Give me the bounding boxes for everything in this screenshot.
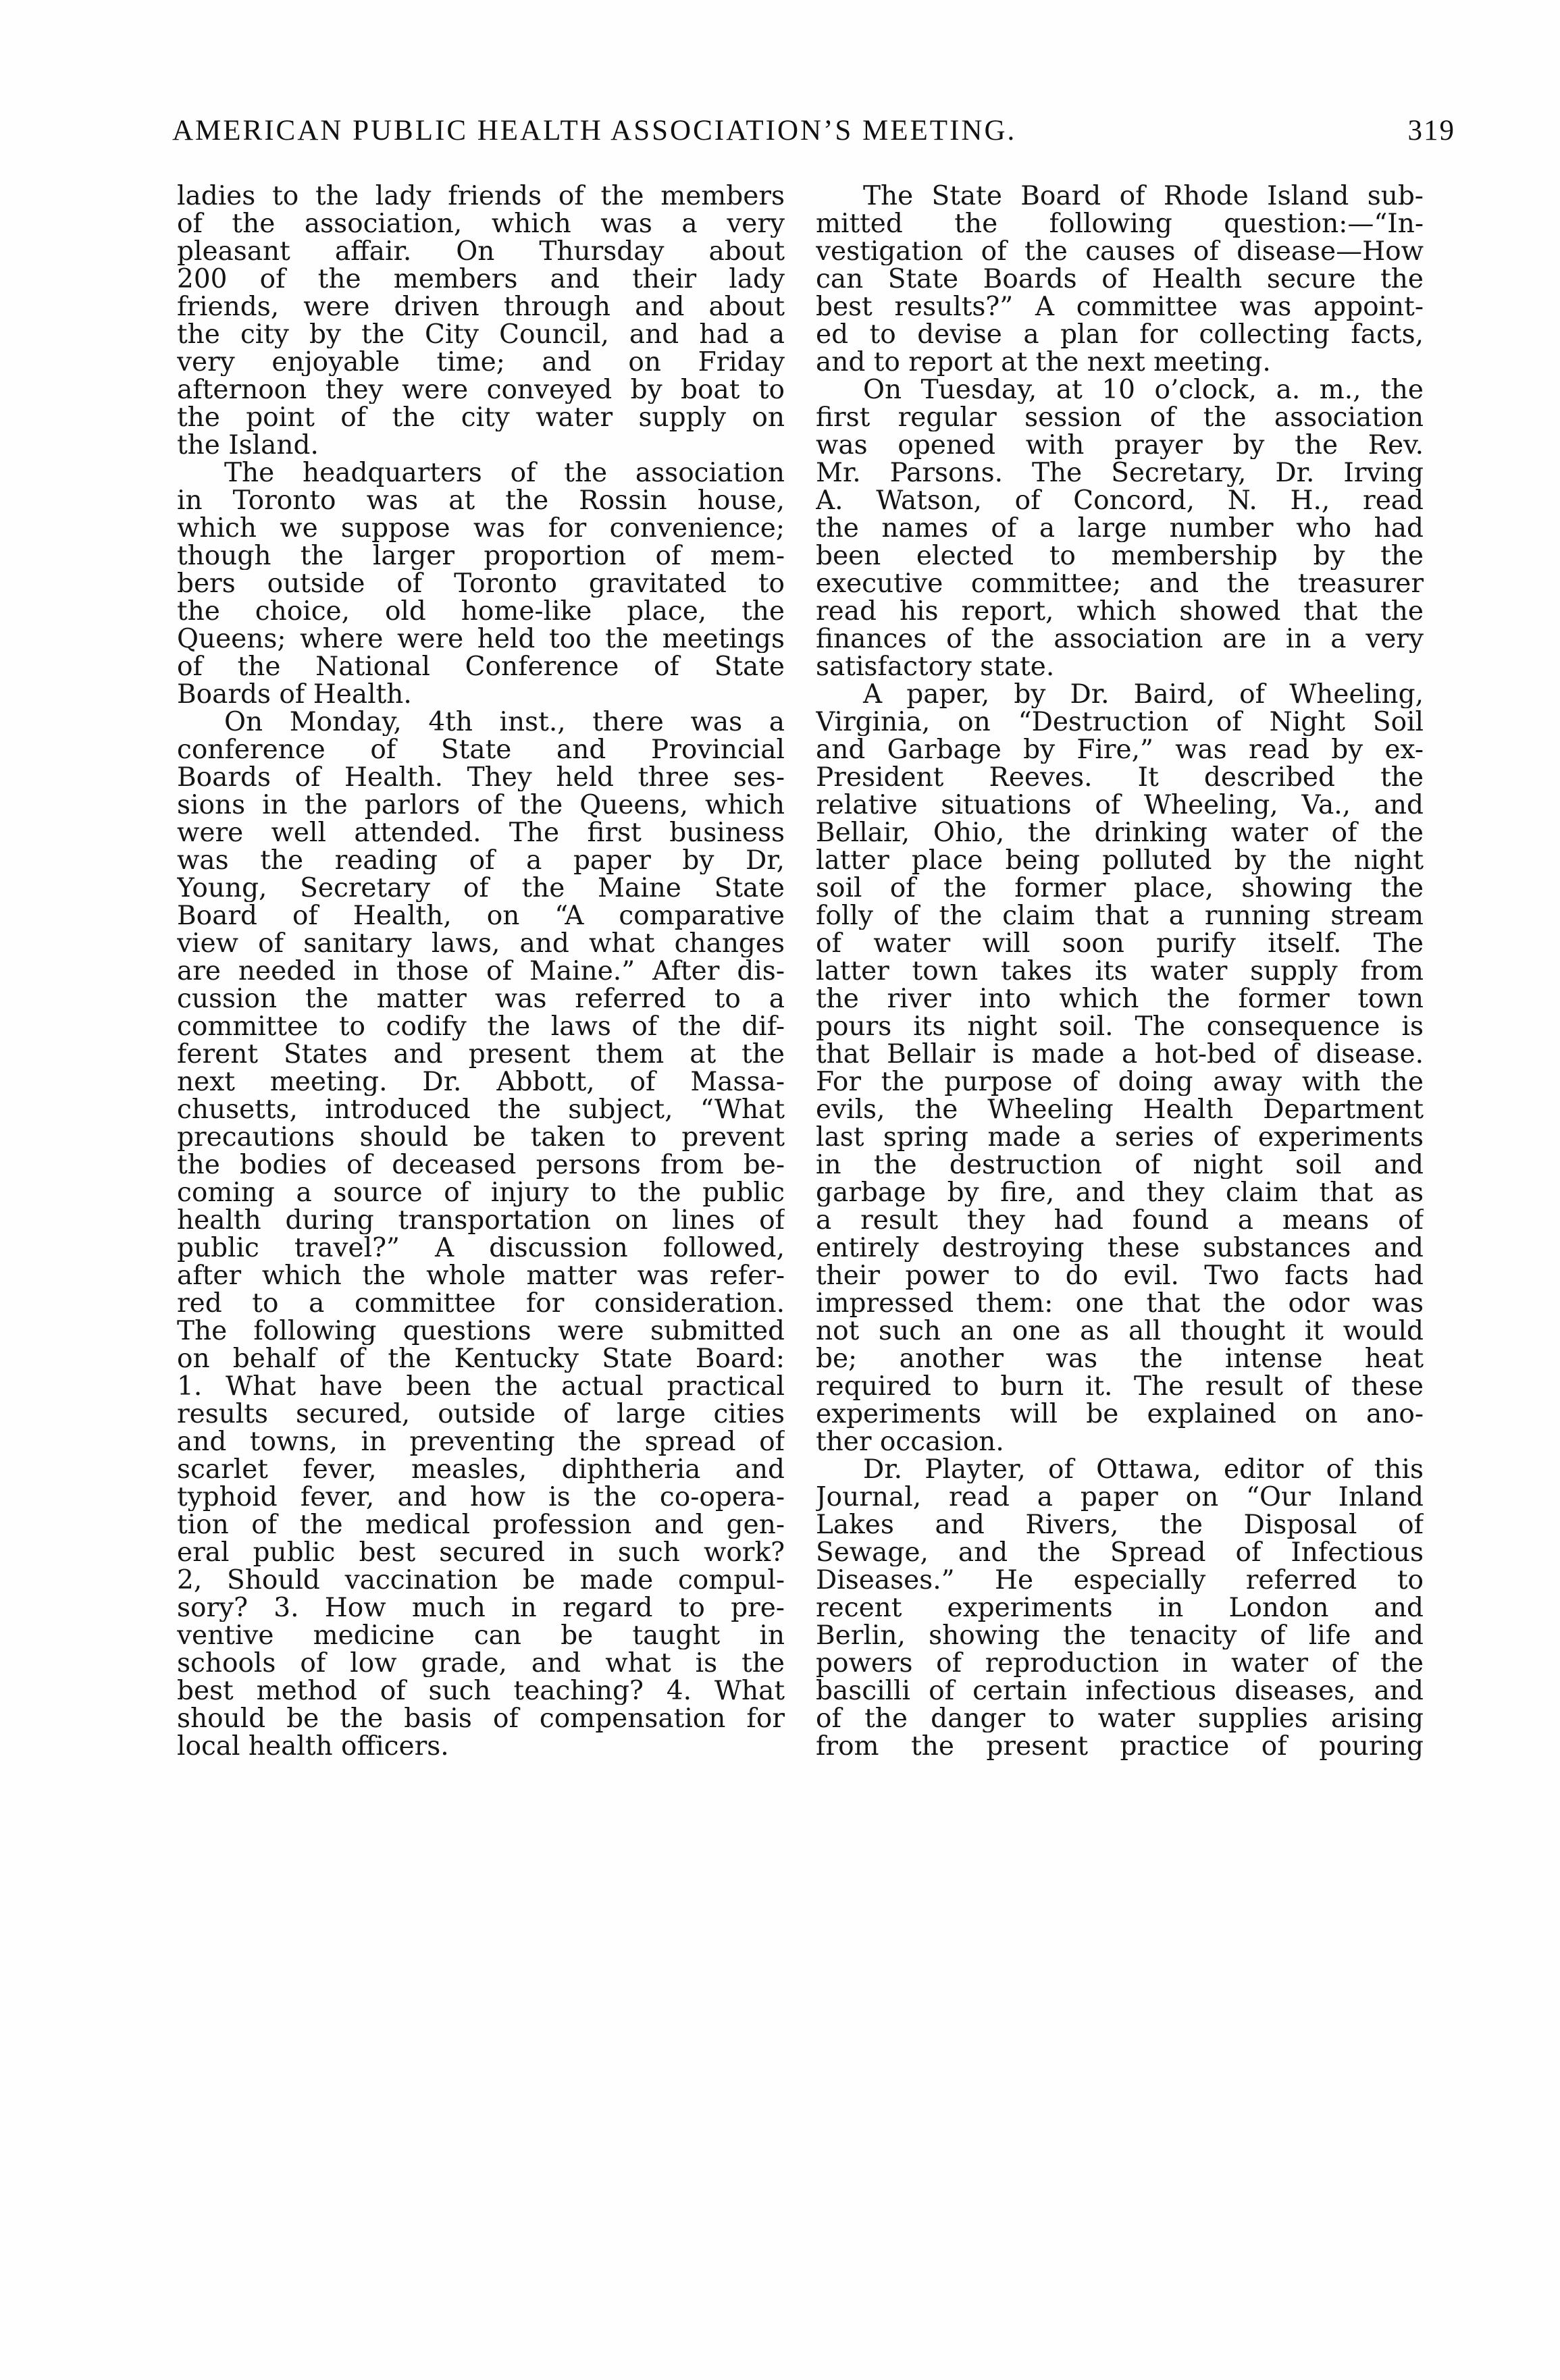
text-line: Young, Secretary of the Maine State: [177, 874, 785, 902]
text-line: of the danger to water supplies arising: [816, 1705, 1424, 1733]
text-line: Boards of Health.: [177, 681, 412, 708]
text-line: the Island.: [177, 431, 319, 459]
text-line: of the association, which was a very: [177, 210, 785, 238]
text-line: 200 of the members and their lady: [177, 265, 785, 293]
text-line: bascilli of certain infectious diseases, and: [816, 1677, 1424, 1705]
text-line: pours its night soil. The consequence is: [816, 1013, 1424, 1040]
text-line: view of sanitary laws, and what changes: [177, 930, 785, 957]
text-line: A paper, by Dr. Baird, of Wheeling,: [863, 681, 1424, 708]
text-line: recent experiments in London and: [816, 1594, 1424, 1622]
text-line: On Monday, 4th inst., there was a: [224, 708, 785, 736]
text-line: from the present practice of pouring: [816, 1733, 1424, 1760]
text-line: evils, the Wheeling Health Department: [816, 1096, 1424, 1123]
text-line: required to burn it. The result of these: [816, 1373, 1424, 1400]
text-line: health during transportation on lines of: [177, 1207, 785, 1234]
text-line: their power to do evil. Two facts had: [816, 1262, 1424, 1290]
text-line: garbage by fire, and they claim that as: [816, 1179, 1424, 1207]
text-line: tion of the medical profession and gen-: [177, 1511, 785, 1539]
running-header: [172, 107, 1455, 154]
text-line: 1. What have been the actual practical: [177, 1373, 785, 1400]
text-line: The State Board of Rhode Island sub-: [863, 182, 1424, 210]
text-line: eral public best secured in such work?: [177, 1539, 785, 1566]
text-line: President Reeves. It described the: [816, 764, 1424, 791]
text-line: next meeting. Dr. Abbott, of Massa-: [177, 1068, 785, 1096]
text-line: in Toronto was at the Rossin house,: [177, 487, 785, 514]
text-line: friends, were driven through and about: [177, 293, 785, 321]
text-line: the river into which the former town: [816, 985, 1424, 1013]
text-line: A. Watson, of Concord, N. H., read: [816, 487, 1424, 514]
text-line: scarlet fever, measles, diphtheria and: [177, 1456, 785, 1483]
text-line: cussion the matter was referred to a: [177, 985, 785, 1013]
text-line: can State Boards of Health secure the: [816, 265, 1424, 293]
text-line: and to report at the next meeting.: [816, 348, 1271, 376]
text-line: was opened with prayer by the Rev.: [816, 431, 1424, 459]
text-line: coming a source of injury to the public: [177, 1179, 785, 1207]
text-line: on behalf of the Kentucky State Board:: [177, 1345, 785, 1373]
text-line: Sewage, and the Spread of Infectious: [816, 1539, 1424, 1566]
text-line: On Tuesday, at 10 o’clock, a. m., the: [863, 376, 1424, 404]
text-line: committee to codify the laws of the dif-: [177, 1013, 785, 1040]
text-line: after which the whole matter was refer-: [177, 1262, 785, 1290]
text-line: finances of the association are in a very: [816, 625, 1424, 653]
text-line: ventive medicine can be taught in: [177, 1622, 785, 1649]
text-line: Mr. Parsons. The Secretary, Dr. Irving: [816, 459, 1424, 487]
text-line: latter town takes its water supply from: [816, 957, 1424, 985]
text-line: best method of such teaching? 4. What: [177, 1677, 785, 1705]
text-line: satisfactory state.: [816, 653, 1055, 681]
text-line: schools of low grade, and what is the: [177, 1649, 785, 1677]
text-line: experiments will be explained on ano-: [816, 1400, 1424, 1428]
text-line: The headquarters of the association: [224, 459, 785, 487]
text-line: impressed them: one that the odor was: [816, 1290, 1424, 1317]
text-line: Boards of Health. They held three ses-: [177, 764, 785, 791]
text-line: were well attended. The first business: [177, 819, 785, 847]
text-line: Berlin, showing the tenacity of life and: [816, 1622, 1424, 1649]
text-line: typhoid fever, and how is the co-opera-: [177, 1483, 785, 1511]
text-line: are needed in those of Maine.” After dis-: [177, 957, 785, 985]
page-number: 319: [1407, 114, 1455, 147]
text-line: Bellair, Ohio, the drinking water of the: [816, 819, 1424, 847]
text-line: mitted the following question:—“In-: [816, 210, 1424, 238]
text-line: 2, Should vaccination be made compul-: [177, 1566, 785, 1594]
right-column: [816, 182, 1424, 1760]
text-line: precautions should be taken to prevent: [177, 1123, 785, 1151]
text-line: in the destruction of night soil and: [816, 1151, 1424, 1179]
text-line: ferent States and present them at the: [177, 1040, 785, 1068]
text-line: Dr. Playter, of Ottawa, editor of this: [863, 1456, 1424, 1483]
text-line: afternoon they were conveyed by boat to: [177, 376, 785, 404]
text-line: the names of a large number who had: [816, 514, 1424, 542]
text-line: Diseases.” He especially referred to: [816, 1566, 1424, 1594]
text-line: not such an one as all thought it would: [816, 1317, 1424, 1345]
text-line: ed to devise a plan for collecting facts,: [816, 321, 1424, 348]
text-line: For the purpose of doing away with the: [816, 1068, 1424, 1096]
text-line: should be the basis of compensation for: [177, 1705, 785, 1733]
text-line: red to a committee for consideration.: [177, 1290, 785, 1317]
text-line: relative situations of Wheeling, Va., and: [816, 791, 1424, 819]
running-title: AMERICAN PUBLIC HEALTH ASSOCIATION’S MEETING.: [172, 114, 1017, 147]
text-line: bers outside of Toronto gravitated to: [177, 570, 785, 598]
text-line: sory? 3. How much in regard to pre-: [177, 1594, 785, 1622]
text-line: first regular session of the association: [816, 404, 1424, 431]
text-line: executive committee; and the treasurer: [816, 570, 1424, 598]
text-line: chusetts, introduced the subject, “What: [177, 1096, 785, 1123]
text-line: powers of reproduction in water of the: [816, 1649, 1424, 1677]
text-line: and towns, in preventing the spread of: [177, 1428, 785, 1456]
text-line: public travel?” A discussion followed,: [177, 1234, 785, 1262]
text-line: results secured, outside of large cities: [177, 1400, 785, 1428]
text-line: ladies to the lady friends of the members: [177, 182, 785, 210]
text-line: local health officers.: [177, 1733, 449, 1760]
text-line: Board of Health, on “A comparative: [177, 902, 785, 930]
text-line: last spring made a series of experiments: [816, 1123, 1424, 1151]
text-line: been elected to membership by the: [816, 542, 1424, 570]
text-line: a result they had found a means of: [816, 1207, 1424, 1234]
text-line: best results?” A committee was appoint-: [816, 293, 1424, 321]
text-line: be; another was the intense heat: [816, 1345, 1424, 1373]
text-line: latter place being polluted by the night: [816, 847, 1424, 874]
text-line: Queens; where were held too the meetings: [177, 625, 785, 653]
text-line: of the National Conference of State: [177, 653, 785, 681]
text-line: very enjoyable time; and on Friday: [177, 348, 785, 376]
text-line: was the reading of a paper by Dr,: [177, 847, 785, 874]
text-line: conference of State and Provincial: [177, 736, 785, 764]
text-line: entirely destroying these substances and: [816, 1234, 1424, 1262]
text-line: sions in the parlors of the Queens, which: [177, 791, 785, 819]
text-line: and Garbage by Fire,” was read by ex-: [816, 736, 1424, 764]
text-line: the bodies of deceased persons from be-: [177, 1151, 785, 1179]
text-line: of water will soon purify itself. The: [816, 930, 1424, 957]
text-line: the point of the city water supply on: [177, 404, 785, 431]
left-column: [177, 182, 785, 1760]
text-line: folly of the claim that a running stream: [816, 902, 1424, 930]
text-line: which we suppose was for convenience;: [177, 514, 785, 542]
text-line: the city by the City Council, and had a: [177, 321, 785, 348]
text-line: vestigation of the causes of disease—How: [816, 238, 1424, 265]
text-line: the choice, old home-like place, the: [177, 598, 785, 625]
text-line: pleasant affair. On Thursday about: [177, 238, 785, 265]
text-line: Virginia, on “Destruction of Night Soil: [816, 708, 1424, 736]
text-line: read his report, which showed that the: [816, 598, 1424, 625]
text-line: Lakes and Rivers, the Disposal of: [816, 1511, 1424, 1539]
text-line: that Bellair is made a hot-bed of disease.: [816, 1040, 1424, 1068]
text-line: Journal, read a paper on “Our Inland: [816, 1483, 1424, 1511]
text-line: ther occasion.: [816, 1428, 1004, 1456]
text-line: The following questions were submitted: [177, 1317, 785, 1345]
text-line: soil of the former place, showing the: [816, 874, 1424, 902]
text-line: though the larger proportion of mem-: [177, 542, 785, 570]
